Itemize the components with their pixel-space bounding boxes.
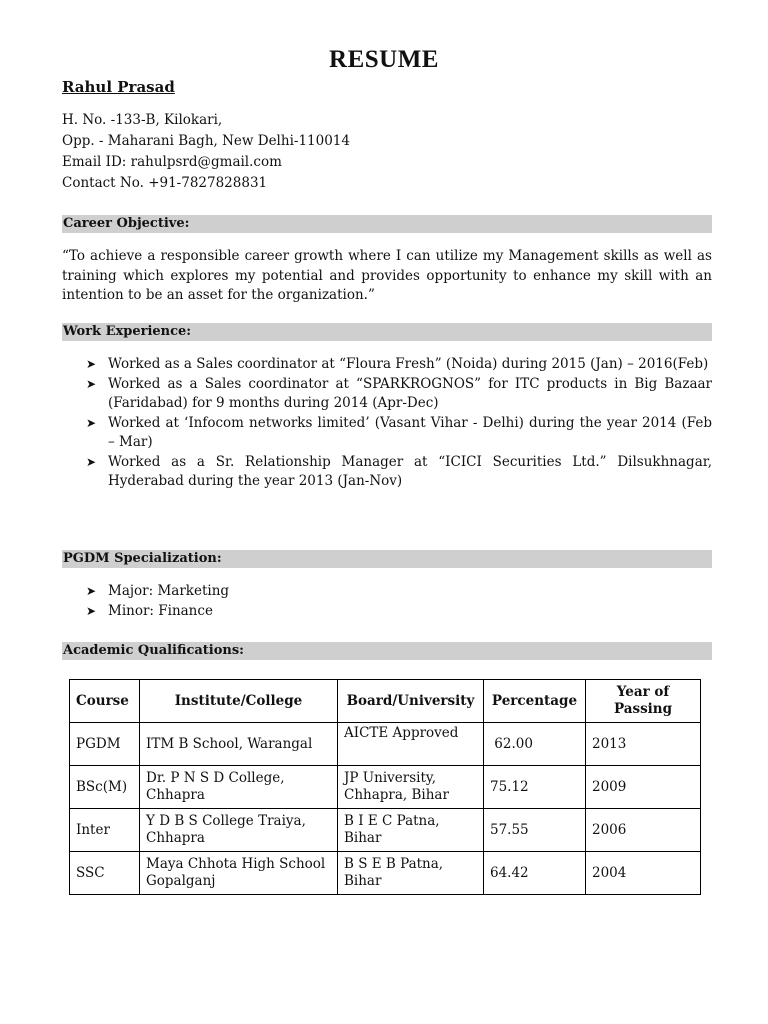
list-item <box>84 582 712 602</box>
table-row <box>70 723 701 766</box>
experience-item: Worked as a Sales coordinator at “Floura Fresh” (Noida) during 2015 (Jan) – 2016(Feb) <box>108 356 709 372</box>
cell-institute: Maya Chhota High School Gopalganj <box>140 852 338 895</box>
list-item <box>84 355 712 375</box>
cell-course: Inter <box>70 809 140 852</box>
specialization-item: Minor: Finance <box>108 602 213 619</box>
experience-item: Worked as a Sr. Relationship Manager at “ICICI Securities Ltd.” Dilsukhnagar, Hyderabad during the year 2013 (Jan-Nov) <box>108 453 712 489</box>
cell-year: 2004 <box>586 852 701 895</box>
cell-year: 2009 <box>586 766 701 809</box>
cell-percentage: 62.00 <box>484 723 586 766</box>
address-line-1: H. No. -133-B, Kilokari, <box>62 112 223 128</box>
cell-board: B I E C Patna, Bihar <box>338 809 484 852</box>
cell-institute: ITM B School, Warangal <box>140 723 338 766</box>
cell-percentage: 57.55 <box>484 809 586 852</box>
section-career-objective: Career Objective: <box>62 215 712 233</box>
list-item <box>84 453 712 492</box>
header-institute: Institute/College <box>140 680 338 723</box>
section-pgdm-specialization: PGDM Specialization: <box>62 550 712 568</box>
document-title: RESUME <box>329 46 439 73</box>
cell-course: PGDM <box>70 723 140 766</box>
cell-board: AICTE Approved <box>338 723 484 766</box>
arrow-bullet-icon: ➤ <box>86 357 97 371</box>
arrow-bullet-icon: ➤ <box>86 415 97 430</box>
header-percentage: Percentage <box>484 680 586 723</box>
phone-line: Contact No. +91-7827828831 <box>62 175 268 191</box>
list-item <box>84 375 712 414</box>
header-course: Course <box>70 680 140 723</box>
table-row <box>70 852 701 895</box>
cell-board: B S E B Patna, Bihar <box>338 852 484 895</box>
specialization-list <box>84 582 712 621</box>
table-row <box>70 809 701 852</box>
table-row <box>70 766 701 809</box>
academic-table <box>69 679 701 895</box>
section-work-experience: Work Experience: <box>62 323 712 341</box>
cell-percentage: 64.42 <box>484 852 586 895</box>
list-item <box>84 414 712 453</box>
arrow-bullet-icon: ➤ <box>86 454 97 469</box>
experience-item: Worked at ‘Infocom networks limited’ (Vasant Vihar - Delhi) during the year 2014 (Feb – Mar) <box>108 414 712 450</box>
contact-block <box>62 110 350 194</box>
list-item <box>84 602 712 622</box>
cell-institute: Dr. P N S D College, Chhapra <box>140 766 338 809</box>
cell-course: SSC <box>70 852 140 895</box>
table-header-row <box>70 680 701 723</box>
cell-institute: Y D B S College Traiya, Chhapra <box>140 809 338 852</box>
cell-percentage: 75.12 <box>484 766 586 809</box>
experience-item: Worked as a Sales coordinator at “SPARKROGNOS” for ITC products in Big Bazaar (Faridabad) for 9 months during 2014 (Apr-Dec) <box>108 375 712 411</box>
header-board: Board/University <box>338 680 484 723</box>
cell-course: BSc(M) <box>70 766 140 809</box>
arrow-bullet-icon: ➤ <box>86 376 97 391</box>
objective-text: “To achieve a responsible career growth where I can utilize my Management skills as well as training which explores my potential and provides opportunity to enhance my skill with an intention to be an asset for the organization.” <box>62 248 712 303</box>
arrow-bullet-icon: ➤ <box>86 584 97 598</box>
header-year: Year of Passing <box>586 680 701 723</box>
specialization-item: Major: Marketing <box>108 583 230 599</box>
cell-board: JP University, Chhapra, Bihar <box>338 766 484 809</box>
arrow-bullet-icon: ➤ <box>86 603 97 618</box>
cell-year: 2013 <box>586 723 701 766</box>
experience-list <box>84 355 712 492</box>
address-line-2: Opp. - Maharani Bagh, New Delhi-110014 <box>62 133 350 149</box>
cell-year: 2006 <box>586 809 701 852</box>
candidate-name: Rahul Prasad <box>62 78 175 96</box>
email-line: Email ID: rahulpsrd@gmail.com <box>62 154 282 170</box>
section-academic-qualifications: Academic Qualifications: <box>62 642 712 660</box>
